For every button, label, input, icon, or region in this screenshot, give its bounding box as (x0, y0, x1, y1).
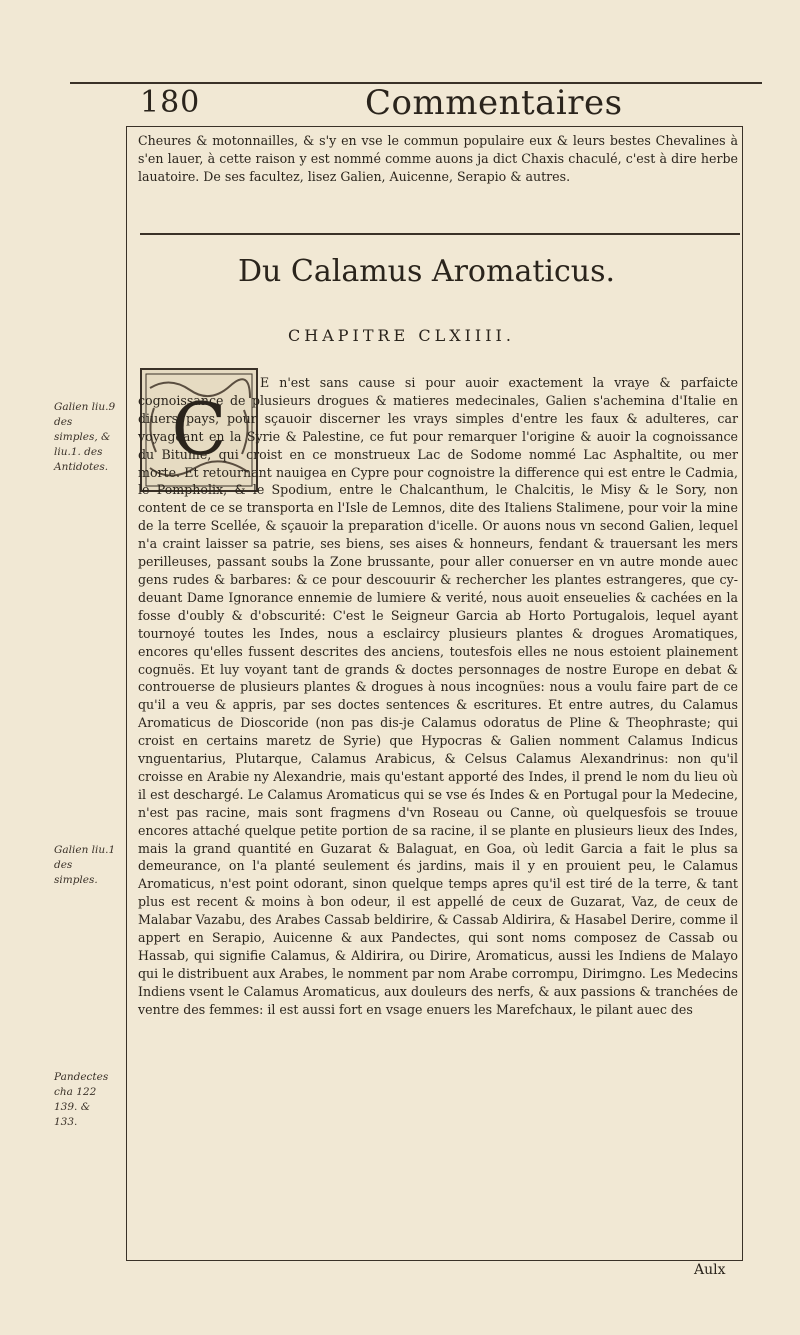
right-frame-rule (742, 126, 743, 1261)
chapter-body-text: E n'est sans cause si pour auoir exactement la vraye & parfaicte cognoissance de plusieurs drogues & matieres medecinales, Galien s'achemina d'Italie en diuers pays, pour sçauoir discerner les vrays simples d'entre les faux & adulteres, car voyageant en la Syrie & Palestine, ce fut pour remarquer l'origine & auoir la cognoissance du Bitume, qui croist en ce monstrueux Lac de Sodome nommé Lac Asphaltite, ou mer morte. Et retournant nauigea en Cypre pour cognoistre la difference qui est entre le Cadmia, le Pompholix, & le Spodium, entre le Chalcanthum, le Chalcitis, le Misy & le Sory, non content de ce se transporta en l'Isle de Lemnos, dite des Italiens Stalimene, pour voir la mine de la terre Scellée, & sçauoir la preparation d'icelle. Or auons nous vn second Galien, lequel n'a craint laisser sa patrie, ses biens, ses aises & honneurs, fendant & trauersant les mers perilleuses, passant soubs la Zone brussante, pour aller conuerser en vn autre monde auec gens rudes & barbares: & ce pour descouurir & rechercher les plantes estrangeres, que cy-deuant Dame Ignorance ennemie de lumiere & verité, nous auoit enseuelies & cachées en la fosse d'oubly & d'obscurité: C'est le Seigneur Garcia ab Horto Portugalois, lequel ayant tournoyé toutes les Indes, nous a esclaircy plusieurs plantes & drogues Aromatiques, encores qu'elles fussent descrites des anciens, toutesfois elles ne nous estoient plainement cognuës. Et luy voyant tant de grands & doctes personnages de nostre Europe en debat & controuerse de plusieurs plantes & drogues à nous incognües: nous a voulu faire part de ce qu'il a veu & appris, par ses doctes sentences & escritures. Et entre autres, du Calamus Aromaticus de Dioscoride (non pas dis-je Calamus odoratus de Pline & Theophraste; qui croist en certains maretz de Syrie) que Hypocras & Galien nomment Calamus Indicus vnguentarius, Plutarque, Calamus Arabicus, & Celsus Calamus Alexandrinus: non qu'il croisse en Arabie ny Alexandrie, mais qu'estant apporté des Indes, il prend le nom du lieu où il est deschargé. Le Calamus Aromaticus qui se vse és Indes & en Portugal pour la Medecine, n'est pas racine, mais sont fragmens d'vn Roseau ou Canne, où quelquesfois se trouue encores attaché quelque petite portion de sa racine, il se plante en plusieurs lieux des Indes, mais la grand quantité en Guzarat & Balaguat, en Goa, où ledit Garcia a fait le plus sa demeurance, on l'a planté seulement és jardins, mais il y en prouient peu, le Calamus Aromaticus, n'est point odorant, sinon quelque temps apres qu'il est tiré de la terre, & tant plus est recent & moins à bon odeur, il est appellé de ceux de Guzarat, Vaz, de ceux de Malabar Vazabu, des Arabes Cassab beldirire, & Cassab Aldirira, & Hasabel Derire, comme il appert en Serapio, Auicenne & aux Pandectes, qui sont noms composez de Cassab ou Hassab, qui signifie Calamus, & Aldirira, ou Dirire, Aromaticus, aussi les Indiens de Malayo qui le distribuent aux Arabes, le nomment par nom Arabe corrompu, Dirimgno. Les Medecins Indiens vsent le Calamus Aromaticus, aux douleurs des nerfs, & aux passions & tranchées de ventre des femmes: il est aussi fort en vsage enuers les Marefchaux, le pilant auec des (138, 375, 738, 1017)
section-divider-rule (140, 233, 740, 235)
chapter-body (138, 374, 738, 1019)
initial-letter: C (171, 387, 227, 471)
page-number: 180 (140, 85, 201, 120)
margin-note-pandectes: Pandectes cha 122 139. & 133. (54, 1071, 109, 1128)
intro-paragraph-text: Cheures & motonnailles, & s'y en vse le commun populaire eux & leurs bestes Chevalines à s'en lauer, à cette raison y est nommé comme auons ja dict Chaxis chaculé, c'est à dire herbe lauatoire. De ses facultez, lisez Galien, Auicenne, Serapio & autres. (138, 133, 738, 184)
section-title: Du Calamus Aromaticus. (238, 254, 616, 289)
margin-note-galien-simples: Galien liu.1 des simples. (54, 844, 116, 886)
catchword: Aulx (694, 1262, 726, 1278)
chapter-heading: CHAPITRE CLXIIII. (288, 326, 515, 345)
margin-note-galien-simples-antidotes: Galien liu.9 des simples, & liu.1. des Antidotes. (54, 401, 116, 473)
bottom-rule (126, 1260, 742, 1261)
intro-paragraph (138, 132, 738, 186)
running-title: Commentaires (365, 83, 623, 123)
header-rule (126, 126, 742, 127)
left-frame-rule (126, 126, 127, 1261)
